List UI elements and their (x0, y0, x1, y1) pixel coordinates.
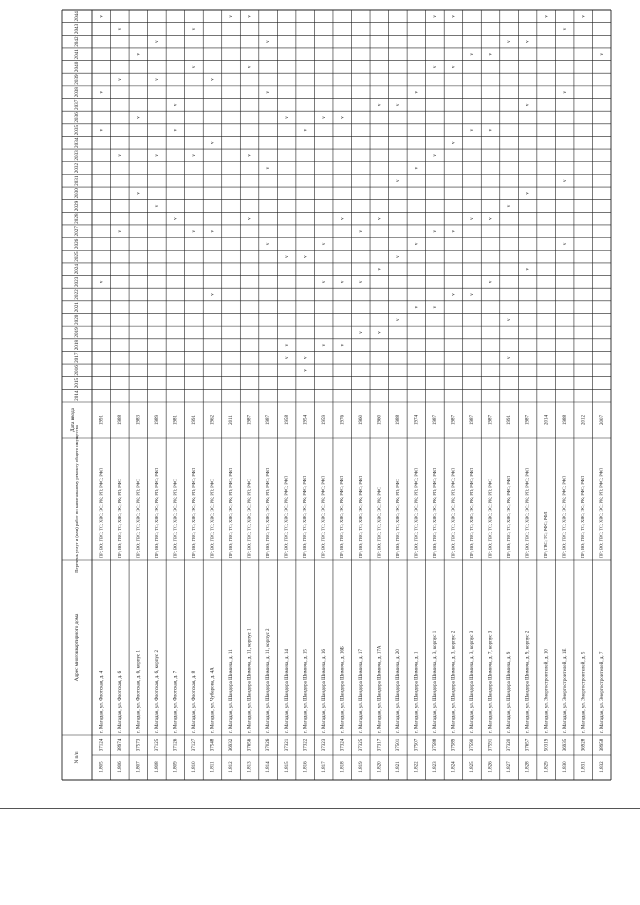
year-check-mark: v (414, 242, 420, 246)
year-check-mark: v (395, 103, 401, 107)
year-check-mark: v (192, 27, 198, 31)
year-check-mark: v (544, 15, 550, 18)
year-check-mark: v (451, 141, 457, 145)
year-check-mark: v (284, 116, 290, 119)
row-num: 1.821 (395, 761, 401, 773)
row-code: 37324 (340, 738, 346, 752)
row-code: 37323 (321, 738, 327, 752)
year-check-mark: v (377, 103, 383, 107)
year-check-mark: v (599, 53, 605, 56)
year-check-mark: v (284, 255, 290, 258)
year-header: 2020 (74, 314, 81, 325)
year-check-mark: v (358, 331, 364, 334)
row-address: г. Магадан, ул. Шандора Шимича, д. 16Б (340, 646, 346, 733)
row-date: 1987 (470, 415, 476, 425)
year-header: 2042 (74, 36, 81, 47)
row-code: 37325 (358, 738, 364, 752)
year-check-mark: v (451, 65, 457, 69)
year-header: 2043 (74, 23, 81, 35)
row-date: 1959 (321, 415, 327, 425)
year-header: 2038 (74, 87, 81, 98)
year-check-mark: v (433, 305, 439, 309)
year-header: 2031 (74, 175, 81, 186)
year-header: 2024 (74, 264, 81, 275)
year-check-mark: v (507, 204, 513, 208)
row-num: 1.829 (544, 761, 550, 773)
year-check-mark: v (173, 217, 179, 220)
row-address: г. Магадан, ул. Шандора Шимича, д. 3, корпус 2 (451, 630, 457, 733)
year-header: 2030 (74, 188, 81, 199)
year-header: 2033 (74, 150, 81, 161)
row-services: ПР; ВО; ГВС; ТС; ХВС; ЭС; РК; РФС; РФЛ (561, 476, 567, 558)
year-check-mark: v (247, 217, 253, 220)
row-date: 1991 (507, 415, 513, 425)
year-check-mark: v (433, 154, 439, 157)
row-date: 1987 (451, 415, 457, 425)
year-check-mark: v (117, 154, 123, 157)
row-num: 1.827 (507, 761, 513, 773)
year-check-mark: v (358, 280, 364, 284)
address-header: Адрес многоквартирного дома (74, 613, 81, 682)
row-services: ПР; ВО; ГВС; ТС; ХВС; ЭС; РК; РП; РФС; РФЛ (228, 468, 234, 558)
year-header: 2019 (74, 327, 81, 338)
row-date: 1987 (488, 415, 494, 425)
year-check-mark: v (488, 53, 494, 56)
row-services: ПР; ВО; ГВС; ТС; ХВС; ЭС; РК; РП; РФС; РФЛ (413, 468, 419, 558)
row-services: ПР; ВО; ГВС; ТС; ХВС; ЭС; РК; РП; РФС; РФЛ (468, 468, 474, 558)
year-header: 2034 (74, 137, 81, 148)
row-date: 1974 (414, 415, 420, 425)
row-address: г. Магадан, ул. Шандора Шимича, д. 3, корпус 3 (470, 630, 476, 733)
year-check-mark: v (99, 128, 105, 132)
row-date: 1962 (210, 415, 216, 425)
row-code: 37317 (377, 738, 383, 752)
row-code: 37124 (99, 738, 105, 752)
row-num: 1.814 (266, 761, 272, 773)
row-address: г. Магадан, ул. Шандора Шимича, д. 9 (507, 651, 513, 733)
year-header: 2041 (74, 49, 81, 60)
year-header: 2044 (74, 11, 81, 22)
row-services: ПР; ВО; ГВС; ТС; ХВС; ЭС; РК; РФС; РФЛ (580, 476, 586, 558)
year-header: 2016 (74, 365, 81, 376)
year-check-mark: v (99, 280, 105, 284)
year-check-mark: v (358, 230, 364, 233)
year-check-mark: v (321, 116, 327, 119)
row-num: 1.832 (599, 761, 605, 773)
row-num: 1.823 (433, 761, 439, 773)
row-address: г. Магадан, ул. Энергостроителей, д. 7 (599, 651, 605, 733)
row-services: ПР; ВО; ГВС; ТС; ХВС; ЭС; РК; РП; РФС (209, 478, 215, 558)
year-check-mark: v (192, 65, 198, 69)
row-code: 37127 (192, 738, 198, 752)
year-check-mark: v (451, 15, 457, 18)
row-address: г. Магадан, ул. Шандора Шимича, д. 9, корпус 2 (525, 630, 531, 733)
year-check-mark: v (581, 15, 587, 18)
row-code: 37573 (136, 738, 142, 752)
row-num: 1.820 (377, 761, 383, 773)
row-num: 1.815 (284, 761, 290, 773)
row-services: ПР; ВО; ГВС; ТС; ХВС; ЭС; РК; РФС; РФЛ (506, 476, 512, 558)
row-code: 36928 (581, 738, 587, 752)
year-check-mark: v (562, 90, 568, 94)
year-check-mark: v (155, 40, 161, 43)
year-check-mark: v (173, 103, 179, 107)
year-check-mark: v (303, 369, 309, 372)
row-code: 37590 (470, 738, 476, 752)
row-num: 1.828 (525, 761, 531, 773)
row-code: 36932 (229, 738, 235, 752)
row-num: 1.831 (581, 761, 587, 773)
year-check-mark: v (303, 356, 309, 359)
year-check-mark: v (433, 230, 439, 233)
row-code: 37126 (173, 738, 179, 752)
year-check-mark: v (377, 217, 383, 220)
year-header: 2035 (74, 124, 81, 136)
year-check-mark: v (562, 27, 568, 31)
row-num: 1.824 (451, 761, 457, 773)
year-check-mark: v (340, 280, 346, 284)
row-code: 37320 (507, 738, 513, 752)
year-check-mark: v (507, 318, 513, 322)
row-code: 37321 (284, 738, 290, 752)
year-header: 2040 (74, 61, 81, 73)
year-header: 2029 (74, 200, 81, 212)
year-check-mark: v (414, 305, 420, 309)
row-code: 36935 (562, 738, 568, 752)
row-services: ПР; ВО; ГВС; ТС; ХВС; ЭС; РК; РФС; РФЛ (320, 476, 326, 558)
year-check-mark: v (470, 128, 476, 132)
row-services: ПР; ВО; ГВС; ТС; ХВС; ЭС; РК; РП; РФС; РФЛ (265, 468, 271, 558)
year-check-mark: v (470, 293, 476, 296)
row-address: г. Магадан, ул. Флотская, д. 6, корпус 2 (155, 650, 161, 733)
year-check-mark: v (340, 217, 346, 220)
year-check-mark: v (210, 141, 216, 145)
year-check-mark: v (192, 154, 198, 157)
row-address: г. Магадан, ул. Шандора Шимича, д. 15 (303, 649, 309, 733)
row-services: ПР; ВО; ГВС; ТС; ХВС; ЭС; РК; РП; РФС (172, 478, 178, 558)
row-code: 37125 (155, 738, 161, 752)
row-num: 1.822 (414, 761, 420, 773)
services-header: Перечень услуг и (или) работ по капитальному ремонту общего имущества (74, 425, 80, 573)
year-check-mark: v (136, 53, 142, 56)
bottom-rule (0, 808, 640, 809)
row-services: ПР; ВО; ГВС; ТС; ХВС; ЭС; РК; РП; РФС; РФЛ (153, 468, 159, 558)
row-address: г. Магадан, ул. Флотская, д. 8 (192, 670, 198, 733)
year-check-mark: v (247, 15, 253, 18)
year-check-mark: v (321, 280, 327, 284)
year-header: 2017 (74, 352, 81, 363)
year-check-mark: v (562, 179, 568, 182)
year-header: 2032 (74, 162, 81, 174)
row-services: ПР; ВО; ГВС; ТС; ХВС; ЭС; РК; РФС; РФЛ (339, 476, 345, 558)
row-code: 37026 (266, 738, 272, 752)
year-header: 2021 (74, 301, 81, 313)
year-check-mark: v (395, 318, 401, 322)
row-code: 38974 (117, 738, 123, 752)
year-check-mark: v (470, 53, 476, 56)
year-header: 2037 (74, 99, 81, 111)
row-code: 37501 (395, 738, 401, 752)
row-address: г. Магадан, ул. Шандора Шимича, д. 3, корпус 1 (433, 630, 439, 733)
year-check-mark: v (507, 356, 513, 359)
year-check-mark: v (210, 230, 216, 233)
year-check-mark: v (173, 128, 179, 132)
row-date: 1960 (358, 415, 364, 425)
row-address: г. Магадан, ул. Шандора Шимича, д. 11, корпус 1 (247, 628, 253, 733)
row-code: 37589 (451, 738, 457, 752)
row-address: г. Магадан, ул. Шандора Шимича, д. 7, корпус 3 (488, 630, 494, 733)
row-code: 37656 (247, 738, 253, 752)
num-header: N п/п (74, 751, 81, 764)
row-services: ПР; ВО; ГВС; ТС; ХВС; ЭС; РК; РП; РФС; РФЛ (431, 468, 437, 558)
row-num: 1.817 (321, 761, 327, 773)
year-check-mark: v (395, 255, 401, 258)
row-services: ПР; ВО; ГВС; ТС; ХВС; ЭС; РК; РП; РФС (487, 478, 493, 558)
year-check-mark: v (303, 255, 309, 258)
row-services: ПР; ВО; ГВС; ТС; ХВС; ЭС; РК; РП; РФС; РФЛ (190, 468, 196, 558)
row-code: 37588 (433, 738, 439, 752)
row-date: 1983 (136, 415, 142, 425)
row-address: г. Магадан, ул. Энергостроителей, д. 10 (544, 649, 550, 733)
row-services: ПР; ВО; ГВС; ТС; ХВС; ЭС; РК; РП; РФС (246, 478, 252, 558)
row-date: 2012 (581, 415, 587, 425)
row-address: г. Магадан, ул. Шандора Шимича, д. 17А (377, 645, 383, 733)
row-date: 1988 (562, 415, 568, 425)
row-date: 1981 (173, 415, 179, 425)
row-num: 1.830 (562, 761, 568, 773)
row-address: г. Магадан, ул. Энергостроителей, д. 1Е (562, 648, 568, 733)
row-services: ПР; ВО; ГВС; ТС; ХВС; ЭС; РК; РП; РФС; РФЛ (598, 468, 604, 558)
year-check-mark: v (395, 179, 401, 182)
row-num: 1.826 (488, 761, 494, 773)
year-check-mark: v (488, 280, 494, 284)
year-check-mark: v (321, 343, 327, 347)
row-num: 1.808 (155, 761, 161, 773)
row-services: ПР; ВО; ГВС; ТС; ХВС; ЭС; РК; РП; РФС; РФЛ (524, 468, 530, 558)
year-check-mark: v (99, 15, 105, 18)
row-address: г. Магадан, ул. Шандора Шимича, д. 17 (358, 649, 364, 733)
row-code: 37548 (210, 738, 216, 752)
year-check-mark: v (525, 192, 531, 195)
year-header: 2022 (74, 289, 81, 300)
row-code: 37591 (488, 738, 494, 752)
row-services: ПР; ГВС; ТС; РФС; РФЛ (543, 511, 549, 558)
row-address: г. Магадан, ул. Шандора Шимича, д. 16 (321, 649, 327, 733)
row-services: ПР; ВО; ГВС; ТС; ХВС; ЭС; РК; РФС; РФЛ (357, 476, 363, 558)
row-date: 1989 (155, 415, 161, 425)
year-check-mark: v (136, 192, 142, 195)
row-num: 1.813 (247, 761, 253, 773)
row-date: 1988 (395, 415, 401, 425)
year-check-mark: v (155, 204, 161, 208)
date-header: Дата ввода (70, 408, 77, 432)
row-code: 38958 (599, 738, 605, 752)
year-check-mark: v (433, 15, 439, 18)
year-check-mark: v (99, 90, 105, 94)
row-date: 1991 (99, 415, 105, 425)
year-header: 2014 (74, 390, 81, 401)
row-date: 1987 (247, 415, 253, 425)
year-check-mark: v (210, 78, 216, 81)
row-address: г. Магадан, ул. Чубарова, д. 4А (210, 667, 216, 733)
year-check-mark: v (303, 128, 309, 132)
row-services: ПР; ВО; ГВС; ТС; ХВС; ЭС; РК; РП; РФС; РФЛ (450, 468, 456, 558)
row-date: 2014 (544, 415, 550, 425)
year-check-mark: v (284, 356, 290, 359)
year-header: 2026 (74, 238, 81, 250)
row-date: 2007 (599, 415, 605, 425)
row-address: г. Магадан, ул. Энергостроителей, д. 5 (581, 651, 587, 733)
year-check-mark: v (488, 217, 494, 220)
year-check-mark: v (451, 293, 457, 296)
row-address: г. Магадан, ул. Шандора Шимича, д. 11, корпус 2 (266, 628, 272, 733)
row-address: г. Магадан, ул. Шандора Шимича, д. 11 (229, 649, 235, 733)
year-check-mark: v (117, 78, 123, 81)
year-check-mark: v (562, 242, 568, 246)
year-check-mark: v (210, 293, 216, 296)
year-header: 2039 (74, 74, 81, 85)
row-num: 1.811 (210, 761, 216, 773)
row-date: 1960 (377, 415, 383, 425)
year-check-mark: v (247, 154, 253, 157)
row-num: 1.806 (117, 761, 123, 773)
row-services: ПР; ВО; ГВС; ТС; ХВС; ЭС; РК; РП; РФС (394, 478, 400, 558)
row-num: 1.810 (192, 761, 198, 773)
year-check-mark: v (377, 267, 383, 271)
year-check-mark: v (229, 15, 235, 18)
row-num: 1.807 (136, 761, 142, 773)
year-check-mark: v (470, 217, 476, 220)
year-check-mark: v (266, 40, 272, 43)
row-address: г. Магадан, ул. Флотская, д. 4 (99, 670, 105, 733)
row-address: г. Магадан, ул. Флотская, д. 6 (117, 670, 123, 733)
year-header: 2025 (74, 251, 81, 262)
year-check-mark: v (451, 230, 457, 233)
year-header: 2036 (74, 112, 81, 123)
year-header: 2023 (74, 276, 81, 288)
year-header: 2018 (74, 339, 81, 351)
row-address: г. Магадан, ул. Флотская, д. 7 (173, 670, 179, 733)
row-address: г. Магадан, ул. Шандора Шимича, д. 20 (395, 649, 401, 733)
year-check-mark: v (117, 27, 123, 31)
year-check-mark: v (321, 242, 327, 246)
row-code: 50319 (544, 738, 550, 752)
row-services: ПР; ВО; ГВС; ТС; ХВС; ЭС; РК; РП; РФС; РФЛ (98, 468, 104, 558)
row-code: 37507 (414, 738, 420, 752)
row-num: 1.825 (470, 761, 476, 773)
year-check-mark: v (488, 128, 494, 132)
row-num: 1.819 (358, 761, 364, 773)
row-num: 1.809 (173, 761, 179, 773)
year-check-mark: v (247, 65, 253, 69)
year-check-mark: v (340, 343, 346, 347)
row-services: ПР; ВО; ГВС; ТС; ХВС; ЭС; РК; РФС; РФЛ (302, 476, 308, 558)
year-check-mark: v (525, 103, 531, 107)
year-header: 2028 (74, 213, 81, 224)
row-num: 1.812 (229, 761, 235, 773)
year-check-mark: v (155, 78, 161, 81)
row-num: 1.805 (99, 761, 105, 773)
year-check-mark: v (525, 267, 531, 271)
year-header: 2027 (74, 226, 81, 237)
year-check-mark: v (266, 90, 272, 94)
row-date: 1954 (303, 415, 309, 425)
row-services: ПР; ВО; ГВС; ТС; ХВС; ЭС; РК; РП; РФС (116, 478, 122, 558)
row-code: 37322 (303, 738, 309, 752)
row-address: г. Магадан, ул. Шандора Шимича, д. 14 (284, 649, 290, 733)
year-check-mark: v (377, 331, 383, 334)
row-services: ПР; ВО; ГВС; ТС; ХВС; ЭС; РК; РФС; РФЛ (283, 476, 289, 558)
row-code: 37657 (525, 738, 531, 752)
year-check-mark: v (525, 40, 531, 43)
row-num: 1.818 (340, 761, 346, 773)
year-check-mark: v (433, 65, 439, 69)
year-check-mark: v (266, 242, 272, 246)
year-header: 2015 (74, 377, 81, 389)
row-services: ПР; ВО; ГВС; ТС; ХВС; ЭС; РК; РФС (376, 486, 382, 558)
year-check-mark: v (136, 116, 142, 119)
row-date: 1991 (192, 415, 198, 425)
row-date: 1987 (266, 415, 272, 425)
year-check-mark: v (507, 40, 513, 43)
year-check-mark: v (284, 343, 290, 347)
row-num: 1.816 (303, 761, 309, 773)
year-check-mark: v (155, 154, 161, 157)
row-date: 1988 (117, 415, 123, 425)
year-check-mark: v (117, 230, 123, 233)
year-check-mark: v (414, 166, 420, 170)
row-date: 2011 (229, 415, 235, 425)
year-check-mark: v (414, 90, 420, 94)
year-check-mark: v (192, 230, 198, 233)
row-date: 1958 (284, 415, 290, 425)
row-date: 1987 (433, 415, 439, 425)
row-date: 1976 (340, 415, 346, 425)
row-date: 1987 (525, 415, 531, 425)
row-services: ПР; ВО; ГВС; ТС; ХВС; ЭС; РК; РП; РФС (135, 478, 141, 558)
year-check-mark: v (266, 166, 272, 170)
year-check-mark: v (340, 116, 346, 119)
row-address: г. Магадан, ул. Шандора Шимича, д. 1 (414, 651, 420, 733)
row-address: г. Магадан, ул. Флотская, д. 6, корпус 1 (136, 650, 142, 733)
